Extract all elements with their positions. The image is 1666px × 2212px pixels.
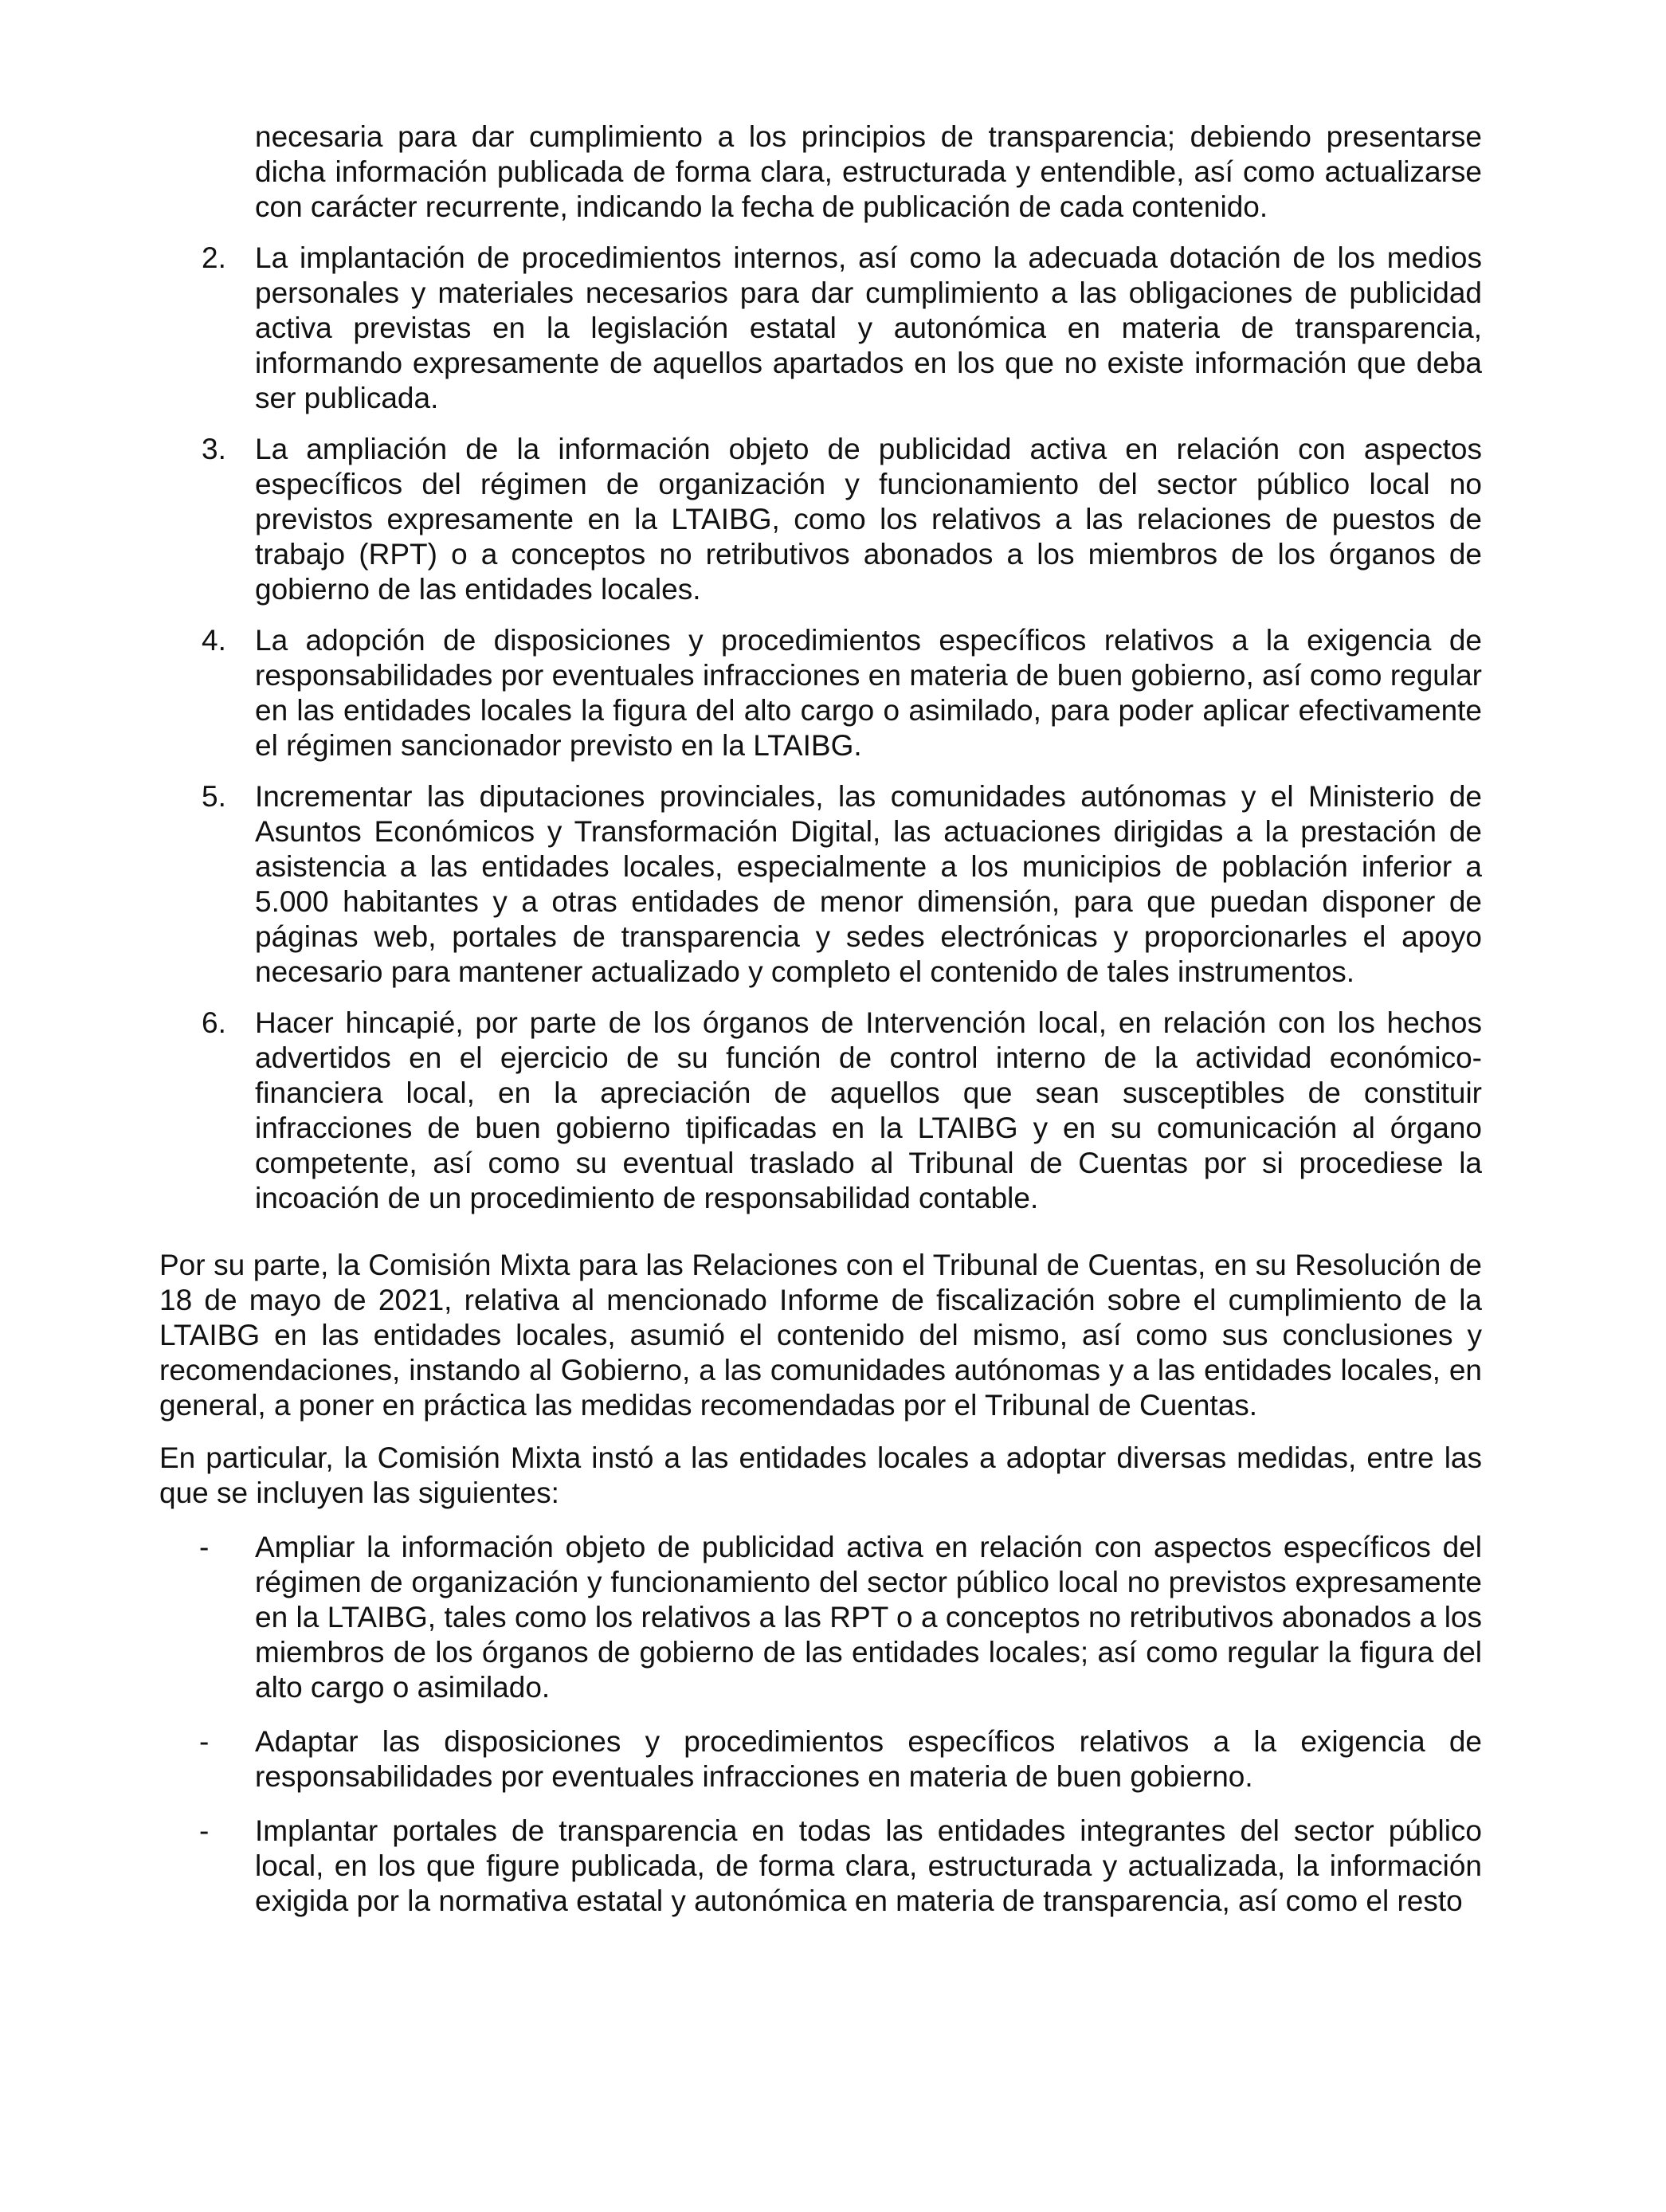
continuation-text: necesaria para dar cumplimiento a los principios de transparencia; debiendo presentarse dicha información publicada de forma clara, estructurada y entendible, así como actualizarse con carácter recurrente, indicando la fecha de publicación de cada contenido. [255, 120, 1482, 223]
body-paragraph: En particular, la Comisión Mixta instó a las entidades locales a adoptar diversas medidas, entre las que se incluyen las siguientes: [159, 1441, 1482, 1509]
list-item-text: Ampliar la información objeto de publicidad activa en relación con aspectos específicos del régimen de organización y funcionamiento del sector público local no previstos expresamente en la LTAIBG, tales como los relativos a las RPT o a conceptos no retributivos abonados a los miembros de los órganos de gobierno de las entidades locales; así como regular la figura del alto cargo o asimilado. [255, 1531, 1482, 1704]
dash-item-1 [159, 1530, 1482, 1705]
numbered-item-5 [159, 779, 1482, 990]
numbered-item-6 [159, 1006, 1482, 1216]
numbered-item-3 [159, 432, 1482, 607]
list-item-text: Adaptar las disposiciones y procedimientos específicos relativos a la exigencia de responsabilidades por eventuales infracciones en materia de buen gobierno. [255, 1725, 1482, 1793]
dash-bullet: - [199, 1725, 210, 1758]
dash-item-2 [159, 1724, 1482, 1794]
numbered-item-2 [159, 241, 1482, 416]
list-number: 4. [202, 624, 226, 657]
list-item-continuation [159, 120, 1482, 225]
list-item-text: La adopción de disposiciones y procedimientos específicos relativos a la exigencia de responsabilidades por eventuales infracciones en materia de buen gobierno, así como regular en las entidades locales la figura del alto cargo o asimilado, para poder aplicar efectivamente el régimen sancionador previsto en la LTAIBG. [255, 624, 1482, 762]
list-item-text: Implantar portales de transparencia en todas las entidades integrantes del sector público local, en los que figure publicada, de forma clara, estructurada y actualizada, la información exigida por la normativa estatal y autonómica en materia de transparencia, así como el resto [255, 1814, 1482, 1917]
list-number: 2. [202, 241, 226, 274]
dash-item-3 [159, 1814, 1482, 1919]
document-page [159, 120, 1482, 1938]
list-number: 5. [202, 780, 226, 813]
list-item-text: La ampliación de la información objeto de publicidad activa en relación con aspectos específicos del régimen de organización y funcionamiento del sector público local no previstos expresamente en la LTAIBG, como los relativos a las relaciones de puestos de trabajo (RPT) o a conceptos no retributivos abonados a los miembros de los órganos de gobierno de las entidades locales. [255, 433, 1482, 606]
list-item-text: Hacer hincapié, por parte de los órganos de Intervención local, en relación con los hechos advertidos en el ejercicio de su función de control interno de la actividad económico-financiera local, en la apreciación de aquellos que sean susceptibles de constituir infracciones de buen gobierno tipificadas en la LTAIBG y en su comunicación al órgano competente, así como su eventual traslado al Tribunal de Cuentas por si procediese la incoación de un procedimiento de responsabilidad contable. [255, 1006, 1482, 1214]
list-item-text: La implantación de procedimientos internos, así como la adecuada dotación de los medios personales y materiales necesarios para dar cumplimiento a las obligaciones de publicidad activa previstas en la legislación estatal y autonómica en materia de transparencia, informando expresamente de aquellos apartados en los que no existe información que deba ser publicada. [255, 241, 1482, 414]
dash-bullet: - [199, 1531, 210, 1563]
list-number: 6. [202, 1006, 226, 1039]
list-item-text: Incrementar las diputaciones provinciales, las comunidades autónomas y el Ministerio de Asuntos Económicos y Transformación Digital, las actuaciones dirigidas a la prestación de asistencia a las entidades locales, especialmente a los municipios de población inferior a 5.000 habitantes y a otras entidades de menor dimensión, para que puedan disponer de páginas web, portales de transparencia y sedes electrónicas y proporcionarles el apoyo necesario para mantener actualizado y completo el contenido de tales instrumentos. [255, 780, 1482, 988]
body-paragraph: Por su parte, la Comisión Mixta para las Relaciones con el Tribunal de Cuentas, en su Resolución de 18 de mayo de 2021, relativa al mencionado Informe de fiscalización sobre el cumplimiento de la LTAIBG en las entidades locales, asumió el contenido del mismo, así como sus conclusiones y recomendaciones, instando al Gobierno, a las comunidades autónomas y a las entidades locales, en general, a poner en práctica las medidas recomendadas por el Tribunal de Cuentas. [159, 1249, 1482, 1422]
dash-bullet: - [199, 1814, 210, 1847]
list-number: 3. [202, 433, 226, 465]
numbered-item-4 [159, 623, 1482, 763]
